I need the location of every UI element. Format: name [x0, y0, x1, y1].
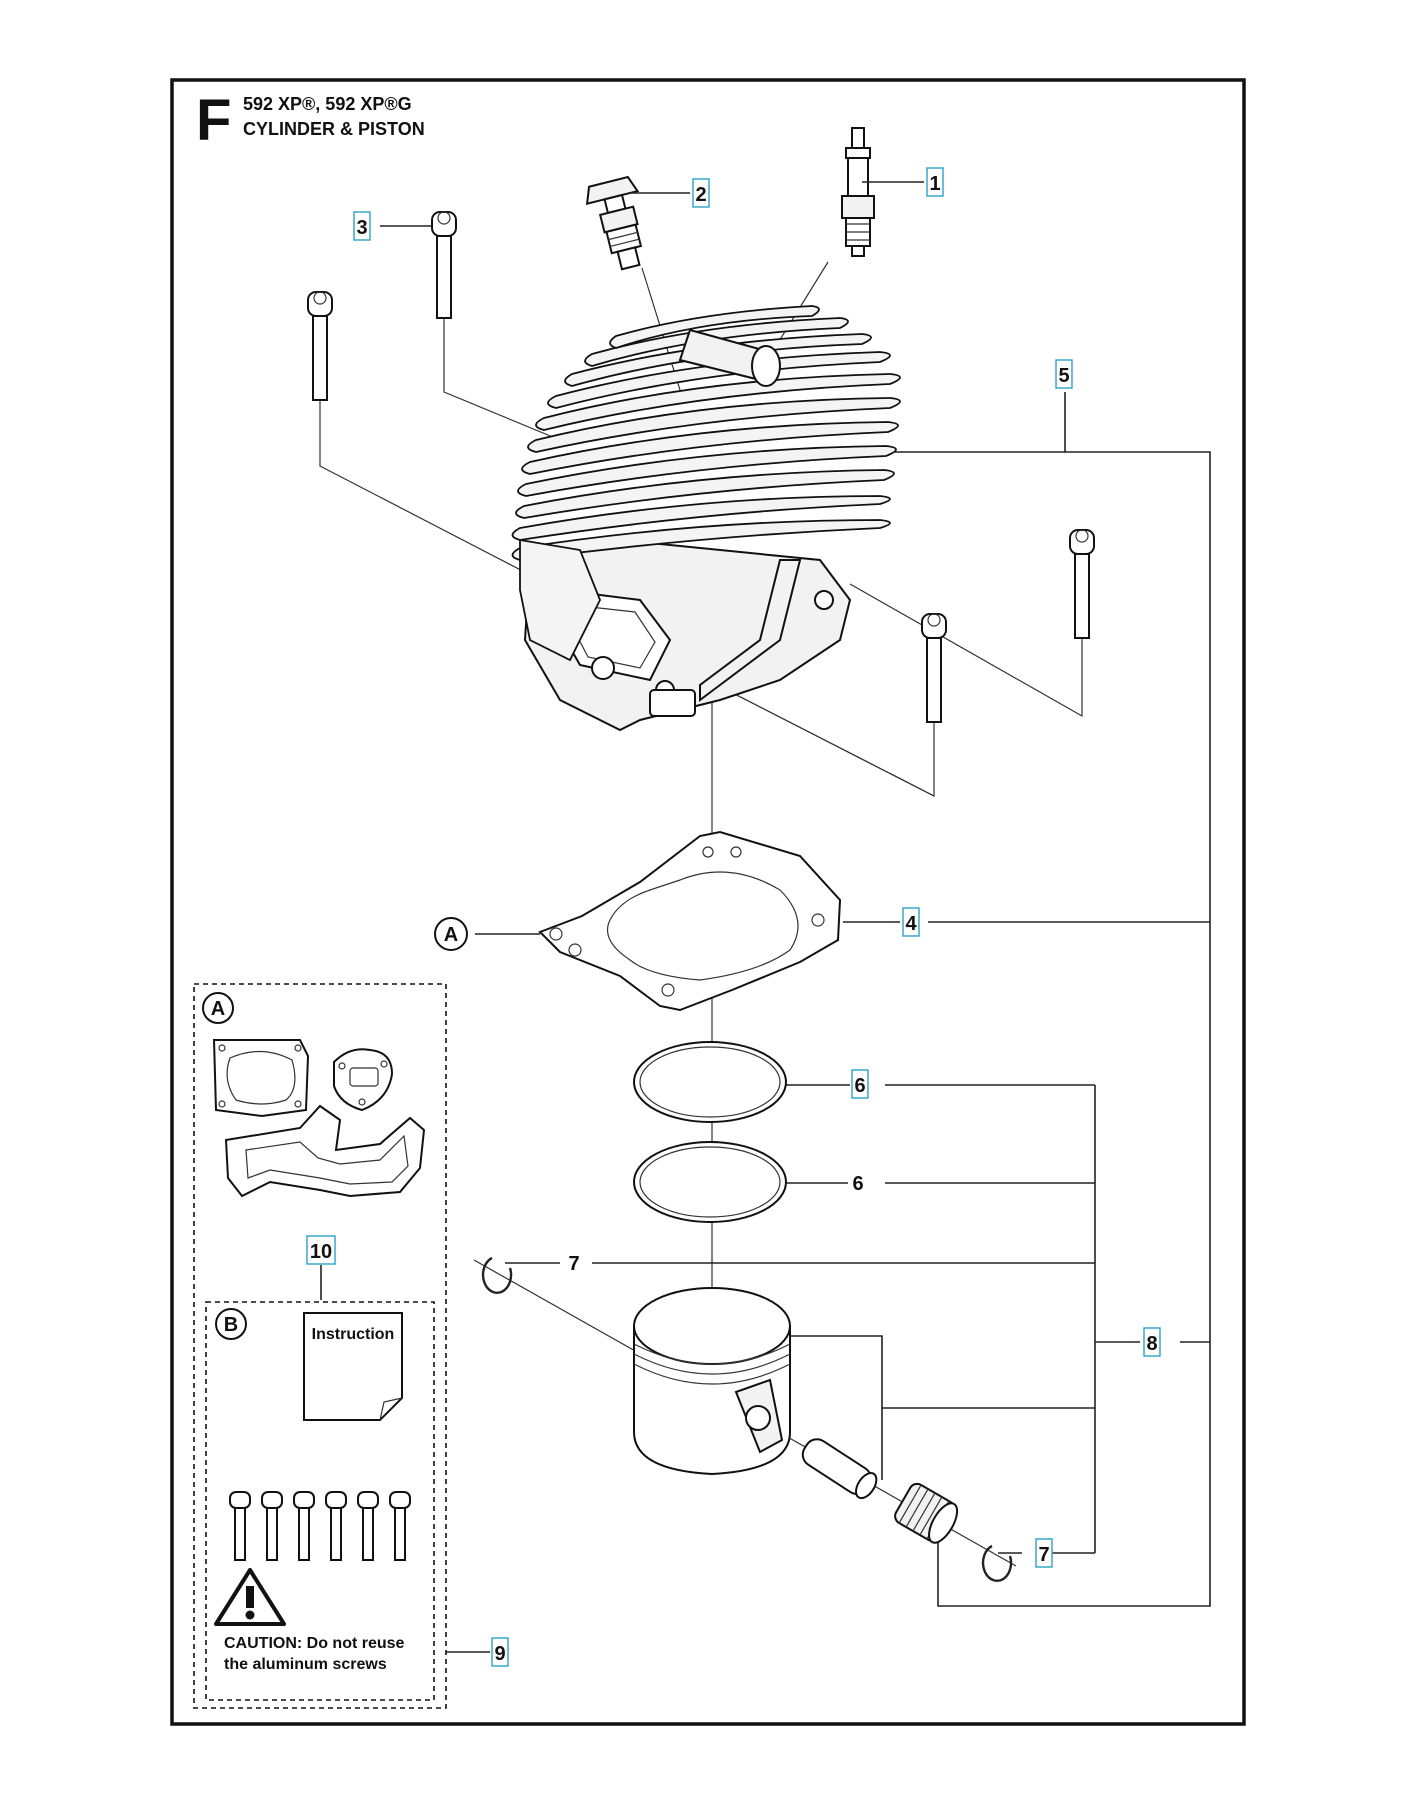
svg-text:A: A — [210, 998, 226, 1020]
gasket-set[interactable] — [214, 1040, 424, 1196]
svg-text:2: 2 — [695, 184, 707, 206]
callout-4[interactable] — [903, 908, 919, 936]
piston-ring[interactable] — [634, 1042, 786, 1122]
caution-line-2: the aluminum screws — [224, 1656, 387, 1673]
section-letter: F — [196, 88, 232, 153]
caution-line-1: CAUTION: Do not reuse — [224, 1635, 405, 1652]
warning-icon — [216, 1570, 284, 1624]
callout-8[interactable] — [1144, 1328, 1160, 1356]
model-names: 592 XP®, 592 XP®G — [243, 94, 412, 114]
svg-text:5: 5 — [1058, 365, 1070, 387]
kit-a-label — [203, 993, 233, 1023]
svg-text:10: 10 — [309, 1241, 333, 1263]
spark-plug[interactable] — [842, 128, 874, 256]
piston[interactable] — [634, 1288, 790, 1474]
callout-7[interactable] — [568, 1253, 579, 1275]
svg-text:9: 9 — [494, 1643, 506, 1665]
instruction-sheet[interactable] — [304, 1313, 402, 1420]
callout-6-secondary[interactable] — [852, 1173, 863, 1195]
decompression-valve[interactable] — [583, 176, 655, 274]
svg-text:8: 8 — [1146, 1333, 1158, 1355]
kit-b-label — [216, 1309, 246, 1339]
section-title: CYLINDER & PISTON — [243, 119, 425, 139]
callout-7-secondary[interactable] — [1036, 1539, 1052, 1567]
circlip[interactable] — [983, 1546, 1011, 1581]
svg-text:3: 3 — [356, 217, 368, 239]
cylinder-bolt[interactable] — [922, 614, 946, 722]
callout-6[interactable] — [852, 1070, 868, 1098]
svg-text:7: 7 — [1038, 1544, 1050, 1566]
callout-9[interactable] — [492, 1638, 508, 1666]
callout-5[interactable] — [1056, 360, 1072, 388]
svg-text:4: 4 — [905, 913, 917, 935]
callout-2[interactable] — [628, 179, 709, 207]
needle-bearing[interactable] — [892, 1481, 962, 1547]
cylinder[interactable] — [513, 306, 901, 730]
cylinder-bolt[interactable] — [432, 212, 456, 318]
svg-text:6: 6 — [852, 1173, 864, 1195]
gasket-kit-reference — [435, 918, 467, 950]
cylinder-bolt[interactable] — [1070, 530, 1094, 638]
svg-text:B: B — [223, 1314, 239, 1336]
callout-1[interactable] — [862, 168, 943, 196]
piston-ring[interactable] — [634, 1142, 786, 1222]
callout-3[interactable] — [354, 212, 432, 240]
svg-text:6: 6 — [854, 1075, 866, 1097]
callout-10[interactable] — [307, 1236, 335, 1264]
svg-text:A: A — [443, 924, 459, 946]
svg-text:7: 7 — [568, 1253, 580, 1275]
screw-set[interactable] — [230, 1492, 410, 1560]
svg-text:1: 1 — [929, 173, 941, 195]
cylinder-gasket[interactable] — [540, 832, 840, 1010]
instruction-label: Instruction — [311, 1326, 395, 1343]
piston-pin[interactable] — [798, 1435, 880, 1502]
cylinder-bolt[interactable] — [308, 292, 332, 400]
